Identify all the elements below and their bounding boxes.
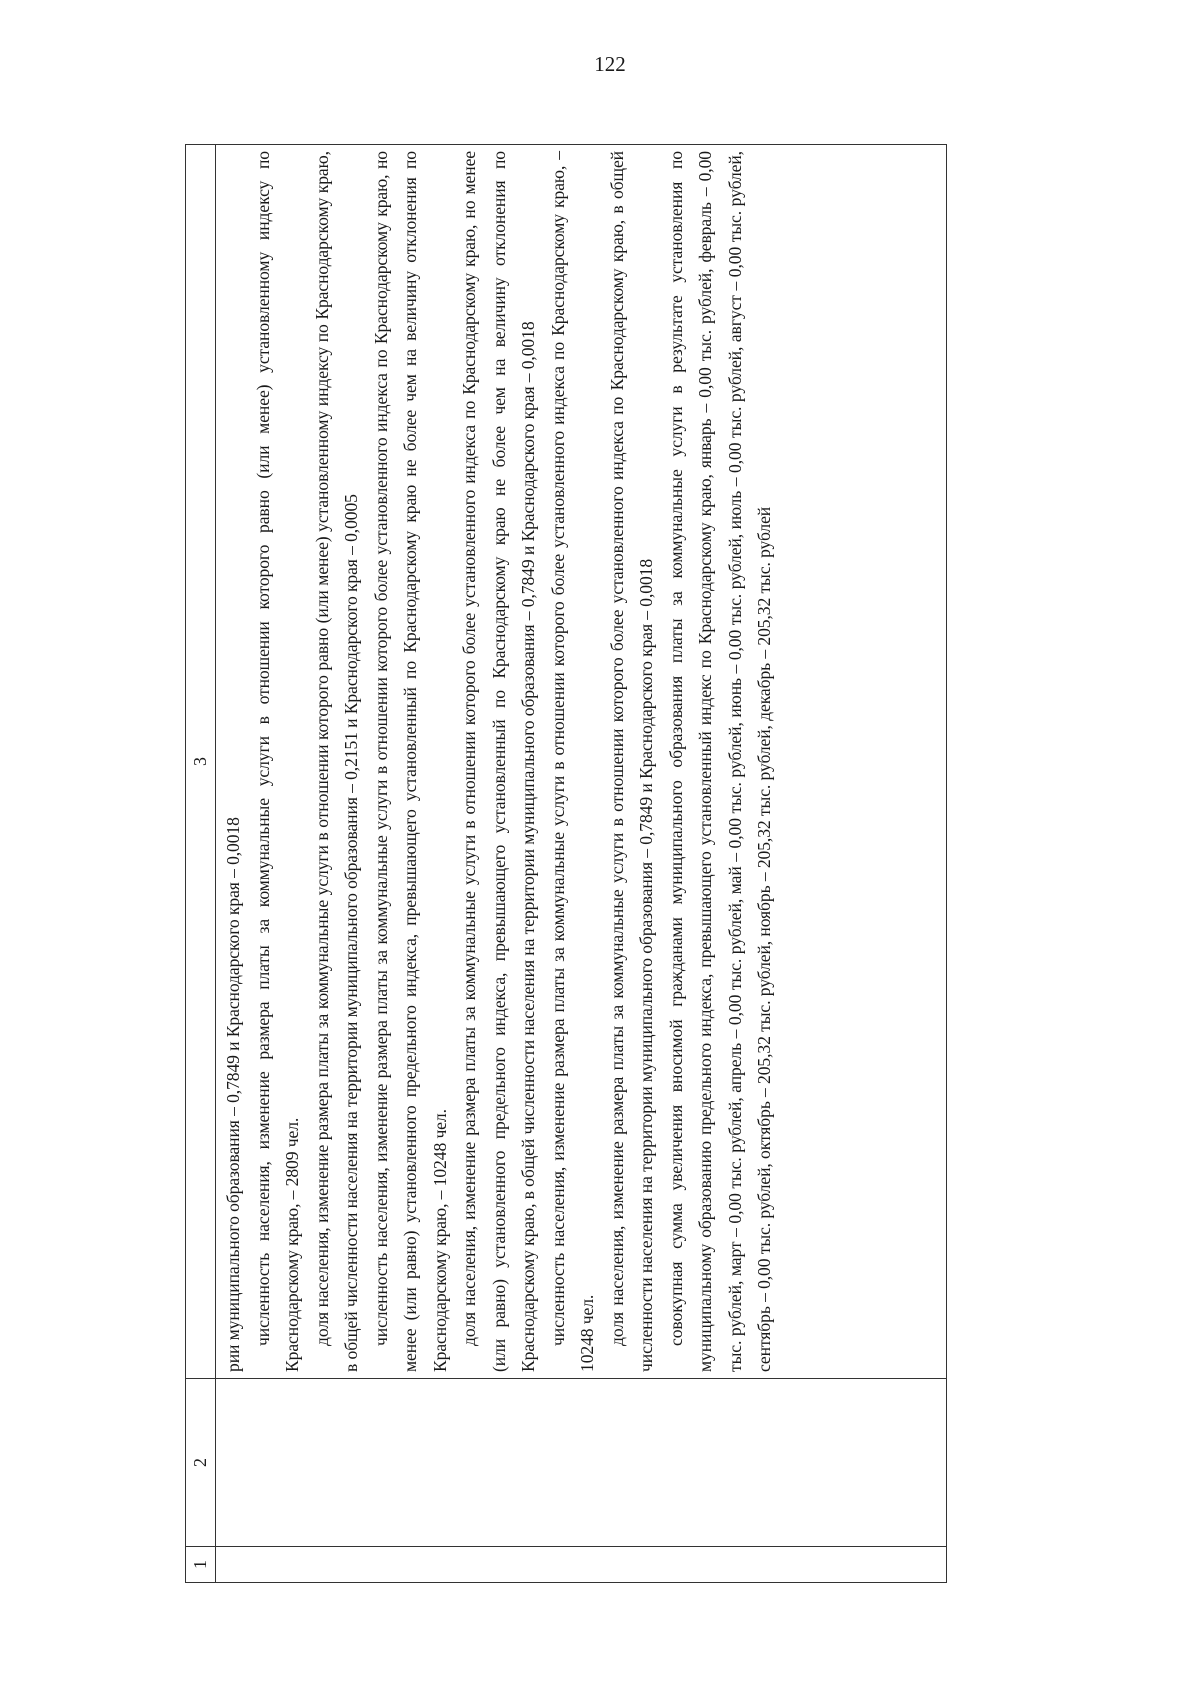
rotated-table-container [185,148,947,1583]
paragraph: доля населения, изменение размера платы за коммунальные услуги в отношении которого более установленного индекса по Краснодарскому краю, но менее (или равно) установленного предельного индекса, превышающего установленный по Краснодарскому краю не более чем на величину отклонения по Краснодарскому краю, в общей численности населения на территории муниципального образования – 0,7849 и Краснодарского края – 0,0018 [459,151,538,1372]
cell-col-1 [216,1547,947,1583]
table-header-row [186,145,216,1583]
header-col-3: 3 [186,145,216,1379]
header-col-1: 1 [186,1547,216,1583]
table-row [216,145,947,1583]
paragraph: численность населения, изменение размера платы за коммунальные услуги в отношении которого более установленного индекса по Краснодарскому краю, – 10248 чел. [547,151,597,1372]
header-col-2: 2 [186,1379,216,1547]
paragraph: совокупная сумма увеличения вносимой гражданами муниципального образования платы за коммунальные услуги в результате установления по муниципальному образованию предельного индекса, превышающего установленный индекс по Краснодарскому краю, январь – 0,00 тыс. рублей, февраль – 0,00 тыс. рублей, март – 0,00 тыс. рублей, апрель – 0,00 тыс. рублей, май – 0,00 тыс. рублей, июнь – 0,00 тыс. рублей, июль – 0,00 тыс. рублей, август – 0,00 тыс. рублей, сентябрь – 0,00 тыс. рублей, октябрь – 205,32 тыс. рублей, ноябрь – 205,32 тыс. рублей, декабрь – 205,32 тыс. рублей [665,151,774,1372]
paragraph: доля населения, изменение размера платы за коммунальные услуги в отношении которого более установленного индекса по Краснодарскому краю, в общей численности населения на территории муниципального образования – 0,7849 и Краснодарского края – 0,0018 [606,151,656,1372]
cell-col-3 [216,145,947,1379]
data-table [185,144,947,1583]
paragraph: доля населения, изменение размера платы за коммунальные услуги в отношении которого равно (или менее) установленному индексу по Краснодарскому краю, в общей численности населения на территории муниципального образования – 0,2151 и Краснодарского края – 0,0005 [311,151,361,1372]
cell-col-2 [216,1379,947,1547]
paragraph: численность населения, изменение размера платы за коммунальные услуги в отношении которого более установленного индекса по Краснодарскому краю, но менее (или равно) установленного предельного индекса, превышающего установленный по Краснодарскому краю не более чем на величину отклонения по Краснодарскому краю, – 10248 чел. [370,151,450,1372]
page-number: 122 [594,52,626,76]
paragraph: численность населения, изменение размера платы за коммунальные услуги в отношении которого равно (или менее) установленному индексу по Краснодарскому краю, – 2809 чел. [252,151,302,1372]
paragraph: рии муниципального образования – 0,7849 и Краснодарского края – 0,0018 [223,817,243,1372]
